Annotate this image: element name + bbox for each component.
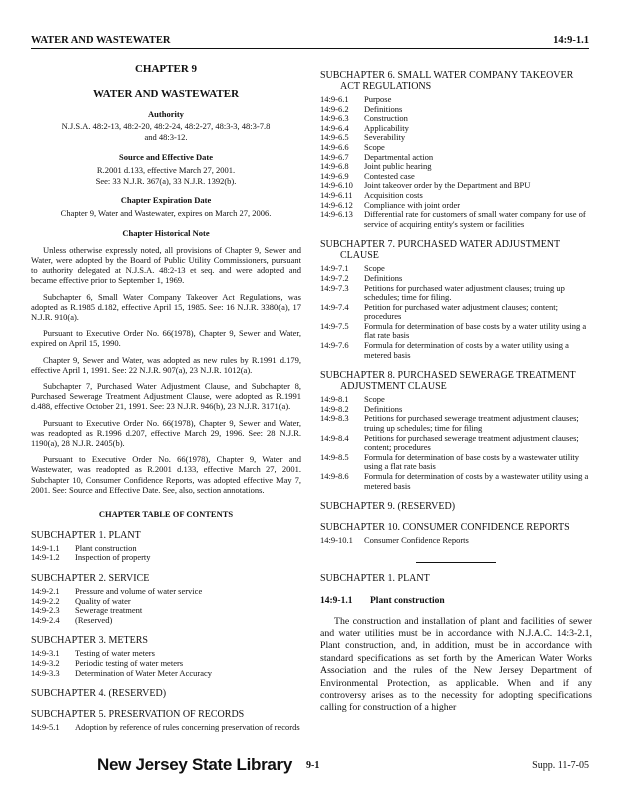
rule-number: 14:9-7.4 (320, 301, 349, 312)
expiration-text: Chapter 9, Water and Wastewater, expires on March 27, 2006. (60, 208, 272, 219)
toc-entry (320, 536, 592, 546)
rule-title: Pressure and volume of water service (75, 586, 203, 597)
rule-title: Periodic testing of water meters (75, 657, 184, 668)
rule-number: 14:9-8.6 (320, 471, 349, 481)
rule-title: Petitions for purchased water adjustment clauses; truing up schedules; time for filing. (364, 282, 565, 303)
rule-title: Contested case (364, 170, 415, 181)
subchapter-heading: SUBCHAPTER 7. PURCHASED WATER ADJUSTMENT CLAUSE (320, 239, 560, 262)
rule-number: 14:9-7.3 (320, 282, 349, 293)
rule-number: 14:9-3.2 (31, 657, 60, 668)
rule-number: 14:9-7.5 (320, 320, 349, 331)
rule-title: Formula for determination of base costs by a water utility using a flat rate basis (364, 320, 587, 341)
rule-title: Plant construction (75, 542, 137, 553)
subchapter-heading: SUBCHAPTER 4. (RESERVED) (31, 688, 167, 700)
rule-title: Scope (364, 263, 385, 274)
rule-number: 14:9-8.4 (320, 432, 349, 443)
rule-title: Departmental action (364, 151, 434, 162)
page-number: 9-1 (306, 759, 320, 771)
subchapter-heading: SUBCHAPTER 5. PRESERVATION OF RECORDS (31, 709, 245, 721)
toc-entry (31, 544, 301, 554)
rule-title: Differential rate for customers of small water company for use of service of acquiring entity's system or facilities (364, 209, 586, 229)
header-title: WATER AND WASTEWATER (31, 35, 171, 46)
rule-title: Quality of water (75, 595, 131, 606)
toc-entry (320, 322, 592, 341)
authority-text: N.J.S.A. 48:2-13, 48:2-20, 48:2-24, 48:2-27, 48:3-3, 48:3-7.8 and 48:3-12. (61, 121, 271, 143)
rule-title: Formula for determination of costs by a wastewater utility using a metered basis (364, 471, 589, 491)
subchapter-heading: SUBCHAPTER 9. (RESERVED) (320, 501, 456, 513)
rule-title: Scope (364, 141, 385, 152)
toc-entry (320, 105, 592, 115)
header-section-number: 14:9-1.1 (553, 35, 589, 46)
section-title: Plant construction (370, 595, 445, 606)
rule-list (31, 587, 301, 625)
rule-number: 14:9-8.2 (320, 403, 349, 414)
rule-number: 14:9-6.5 (320, 132, 349, 143)
rule-number: 14:9-2.3 (31, 605, 60, 616)
rule-title: Petitions for purchased sewerage treatment adjustment clauses; content; procedures (364, 432, 579, 453)
rule-title: Formula for determination of base costs by a wastewater utility using a flat rate basis (364, 451, 580, 472)
chapter-number: CHAPTER 9 (134, 63, 198, 75)
toc-entry (320, 414, 592, 433)
rule-number: 14:9-8.1 (320, 394, 349, 405)
toc-right (320, 70, 592, 546)
rule-title: Severability (364, 132, 406, 143)
toc-entry (31, 553, 301, 563)
rule-title: Definitions (364, 272, 403, 283)
expiration-heading: Chapter Expiration Date (120, 195, 212, 206)
rule-title: Applicability (364, 122, 409, 133)
rule-list (31, 649, 301, 678)
rule-number: 14:9-2.4 (31, 614, 60, 625)
section-number: 14:9-1.1 (320, 595, 353, 606)
rule-list (31, 723, 301, 733)
rule-title: Purpose (364, 94, 392, 104)
history-notes (31, 245, 301, 495)
history-paragraph: Subchapter 6, Small Water Company Takeover Act Regulations, was adopted as R.1985 d.182, effective April 15, 1985. See: 16 N.J.R. 3380(a), 17 N.J.R. 910(a). (31, 291, 301, 322)
rule-title: Formula for determination of costs by a water utility using a metered basis (364, 340, 569, 360)
library-watermark: New Jersey State Library (97, 755, 293, 774)
rule-number: 14:9-5.1 (31, 722, 60, 733)
rule-title: Consumer Confidence Reports (364, 535, 469, 546)
toc-entry (31, 606, 301, 616)
toc-entry (320, 284, 592, 303)
rule-number: 14:9-6.6 (320, 141, 349, 152)
toc-entry (31, 616, 301, 626)
history-paragraph: Subchapter 7, Purchased Water Adjustment Clause, and Subchapter 8, Purchased Sewerage Treatment Adjustment Clause, were adopted as R.1991 d.488, effective October 21, 1991. See: 23 N.J.R. 946(b), 23 N.J.R. 3171(a). (31, 381, 301, 412)
rule-number: 14:9-6.3 (320, 113, 349, 124)
source-text-1: R.2001 d.133, effective March 27, 2001. (96, 164, 236, 175)
rule-number: 14:9-6.10 (320, 180, 353, 191)
rule-title: Joint public hearing (364, 161, 432, 172)
rule-number: 14:9-6.4 (320, 122, 349, 133)
rule-number: 14:9-3.1 (31, 648, 60, 659)
history-paragraph: Pursuant to Executive Order No. 66(1978), Chapter 9, Water and Wastewater, was readopted as R.2001 d.133, effective March 27, 2001. Subchapter 10, Consumer Confidence Reports, was adopted effective May 7, 2001. See: Source and Effective Date. See, also, section annotations. (31, 454, 301, 495)
rule-list (320, 395, 592, 491)
toc-entry (320, 143, 592, 153)
text-subchapter-heading: SUBCHAPTER 1. PLANT (320, 572, 430, 584)
toc-entry (320, 341, 592, 360)
history-heading: Chapter Historical Note (122, 227, 210, 238)
subchapter-heading: SUBCHAPTER 3. METERS (31, 635, 148, 647)
toc-entry (320, 453, 592, 472)
toc-entry (320, 264, 592, 274)
toc-entry (31, 587, 301, 597)
subchapter-heading: SUBCHAPTER 10. CONSUMER CONFIDENCE REPORTS (320, 522, 570, 534)
rule-number: 14:9-6.2 (320, 103, 349, 114)
toc-entry (31, 669, 301, 679)
rule-title: Scope (364, 394, 385, 405)
rule-number: 14:9-6.11 (320, 189, 353, 200)
section-body: The construction and installation of plant and facilities of sewer and water utilities must be in accordance with N.J.A.C. 14:3-2.1, Plant construction, and, in addition, must be in accordance with standard specifications as set forth by the American Water Works Association and the rules of the New Jersey Department of Environmental Protection, as applicable. When and if any controversy arises as to the necessity for adopting specifications calling for construction of a higher (320, 615, 592, 714)
rule-number: 14:9-8.5 (320, 451, 349, 462)
history-paragraph: Chapter 9, Sewer and Water, was adopted as new rules by R.1991 d.179, effective April 1, 1991. See: 22 N.J.R. 907(a), 23 N.J.R. 1012(a). (31, 354, 301, 375)
rule-list (320, 264, 592, 360)
rule-number: 14:9-6.1 (320, 94, 349, 104)
source-text-2: See: 33 N.J.R. 367(a), 33 N.J.R. 1392(b). (95, 175, 237, 186)
source-heading: Source and Effective Date (118, 151, 214, 162)
rule-number: 14:9-8.3 (320, 413, 349, 424)
rule-number: 14:9-2.2 (31, 595, 60, 606)
rule-list (320, 95, 592, 229)
rule-title: Compliance with joint order (364, 199, 461, 210)
toc-entry (320, 95, 592, 105)
rule-number: 14:9-6.7 (320, 151, 349, 162)
rule-title: Testing of water meters (75, 648, 155, 659)
toc-entry (320, 114, 592, 124)
history-paragraph: Pursuant to Executive Order No. 66(1978), Chapter 9, Sewer and Water, expired on April 15, 1990. (31, 328, 301, 349)
subchapter-heading: SUBCHAPTER 6. SMALL WATER COMPANY TAKEOVER ACT REGULATIONS (320, 70, 574, 92)
toc-entry (320, 395, 592, 405)
toc-entry (320, 162, 592, 172)
running-header (31, 28, 589, 49)
rule-number: 14:9-7.6 (320, 340, 349, 351)
rule-title: Construction (364, 113, 408, 124)
toc-entry (31, 723, 301, 733)
rule-number: 14:9-7.1 (320, 263, 349, 274)
toc-entry (320, 133, 592, 143)
toc-entry (320, 303, 592, 322)
separator-line (416, 562, 496, 563)
rule-list (31, 544, 301, 563)
chapter-title: WATER AND WASTEWATER (92, 87, 240, 100)
rule-number: 14:9-1.2 (31, 552, 60, 563)
rule-title: Definitions (364, 103, 403, 114)
rule-number: 14:9-7.2 (320, 272, 349, 283)
section-heading (320, 596, 592, 607)
rule-title: Definitions (364, 403, 403, 414)
toc-entry (320, 472, 592, 491)
rule-title: Adoption by reference of rules concerning preservation of records (75, 722, 300, 733)
rule-title: Joint takeover order by the Department and BPU (364, 180, 531, 191)
rule-title: Petitions for purchased sewerage treatment adjustment clauses; truing up schedules; time for filing (364, 413, 579, 434)
rule-number: 14:9-2.1 (31, 586, 60, 597)
toc-entry (320, 181, 592, 191)
rule-number: 14:9-1.1 (31, 542, 60, 553)
history-paragraph: Unless otherwise expressly noted, all provisions of Chapter 9, Sewer and Water, were adopted by the Board of Public Utility Commissioners, pursuant to authority delegated at N.J.S.A. 48:2-13 et seq. and were adopted and became effective prior to September 1, 1969. (31, 244, 301, 286)
supplement-date: Supp. 11-7-05 (532, 759, 589, 771)
rule-title: Petition for purchased water adjustment clauses; content; procedures (364, 301, 559, 322)
toc-heading: CHAPTER TABLE OF CONTENTS (98, 509, 234, 520)
history-paragraph: Pursuant to Executive Order No. 66(1978), Chapter 9, Sewer and Water, was readopted as R.1996 d.207, effective March 29, 1996. See: 28 N.J.R. 1190(a), 28 N.J.R. 2405(b). (31, 417, 301, 449)
subchapter-heading: SUBCHAPTER 1. PLANT (31, 529, 141, 541)
page-footer (31, 750, 589, 780)
toc-entry (320, 210, 592, 229)
toc-entry (320, 434, 592, 453)
rule-number: 14:9-6.13 (320, 209, 353, 220)
toc-entry (320, 124, 592, 134)
subchapter-heading: SUBCHAPTER 8. PURCHASED SEWERAGE TREATMENT ADJUSTMENT CLAUSE (320, 370, 576, 393)
subchapter-heading: SUBCHAPTER 2. SERVICE (31, 573, 150, 585)
rule-number: 14:9-6.12 (320, 199, 353, 210)
right-column (320, 60, 592, 715)
rule-title: (Reserved) (75, 614, 113, 625)
rule-title: Sewerage treatment (75, 605, 143, 616)
rule-number: 14:9-3.3 (31, 667, 60, 678)
rule-list (320, 536, 592, 546)
toc-left (31, 530, 301, 733)
rule-number: 14:9-6.8 (320, 161, 349, 172)
rule-number: 14:9-6.9 (320, 170, 349, 181)
rule-number: 14:9-10.1 (320, 535, 353, 546)
rule-title: Inspection of property (75, 552, 151, 563)
toc-entry (320, 153, 592, 163)
authority-heading: Authority (148, 108, 184, 119)
toc-entry (31, 597, 301, 607)
rule-title: Determination of Water Meter Accuracy (75, 667, 212, 678)
left-column (31, 60, 301, 733)
rule-title: Acquisition costs (364, 189, 423, 200)
